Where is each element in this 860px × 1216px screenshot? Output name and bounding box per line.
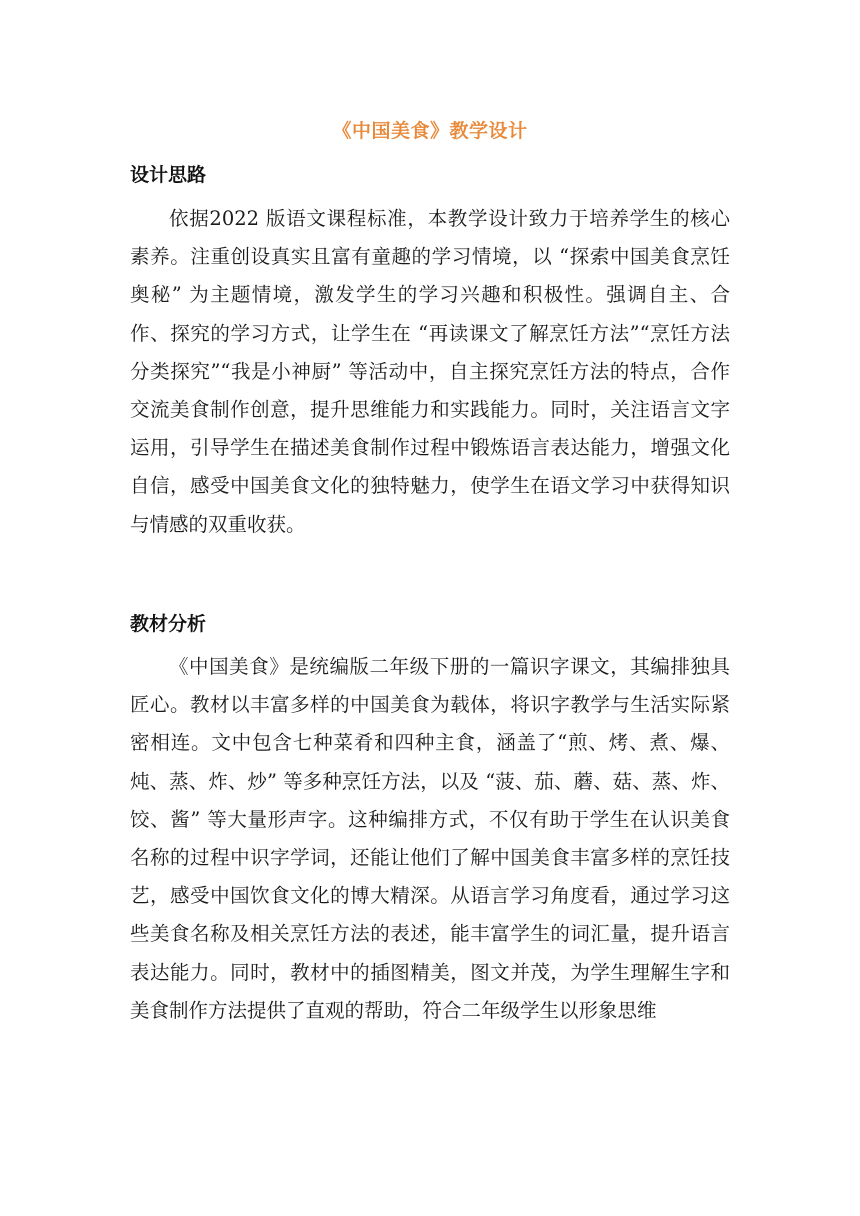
- section-heading-design-idea: 设计思路: [130, 164, 207, 186]
- document-title: 《中国美食》教学设计: [332, 120, 528, 142]
- section-heading-textbook-analysis: 教材分析: [130, 613, 207, 635]
- section-paragraph-textbook-analysis: 《中国美食》是统编版二年级下册的一篇识字课文，其编排独具匠心。教材以丰富多样的中国美食为载体，将识字教学与生活实际紧密相连。文中包含七种菜肴和四种主食，涵盖了“煎、烤、煮、爆、炖、蒸、炸、炒” 等多种烹饪方法，以及 “菠、茄、蘑、菇、蒸、炸、饺、酱” 等大量形声字。这种编排方式，不仅有助于学生在认识美食名称的过程中识字学词，还能让他们了解中国美食丰富多样的烹饪技艺，感受中国饮食文化的博大精深。从语言学习角度看，通过学习这些美食名称及相关烹饪方法的表述，能丰富学生的词汇量，提升语言表达能力。同时，教材中的插图精美，图文并茂，为学生理解生字和美食制作方法提供了直观的帮助，符合二年级学生以形象思维: [130, 655, 730, 1022]
- section-paragraph-design-idea: 依据2022 版语文课程标准，本教学设计致力于培养学生的核心素养。注重创设真实且富有童趣的学习情境，以 “探索中国美食烹饪奥秘” 为主题情境，激发学生的学习兴趣和积极性。强调自主、合作、探究的学习方式，让学生在 “再读课文了解烹饪方法”“烹饪方法分类探究”“我是小神厨” 等活动中，自主探究烹饪方法的特点，合作交流美食制作创意，提升思维能力和实践能力。同时，关注语言文字运用，引导学生在描述美食制作过程中锻炼语言表达能力，增强文化自信，感受中国美食文化的独特魅力，使学生在语文学习中获得知识与情感的双重收获。: [130, 207, 730, 536]
